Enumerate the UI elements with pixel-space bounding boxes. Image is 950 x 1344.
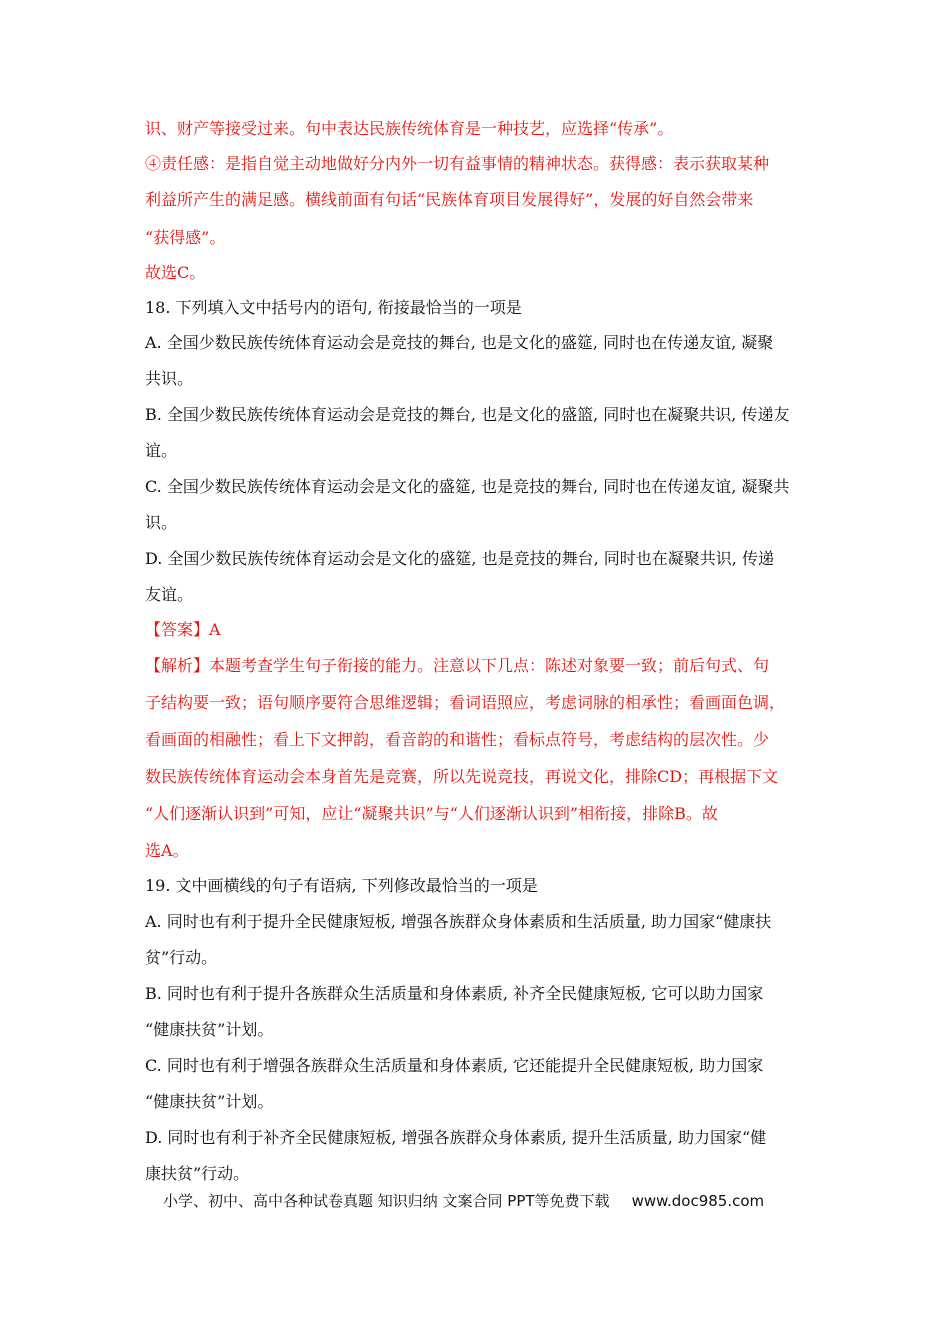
q19-option-c-cont: “健康扶贫”计划。 <box>145 1092 274 1111</box>
q18-option-b: B. 全国少数民族传统体育运动会是竞技的舞台, 也是文化的盛篮, 同时也在凝聚共识, 传递友 <box>145 405 790 424</box>
q19-option-d: D. 同时也有利于补齐全民健康短板, 增强各族群众身体素质, 提升生活质量, 助力国家“健 <box>145 1128 767 1147</box>
q18-analysis-1: 【解析】本题考查学生句子衔接的能力。注意以下几点：陈述对象要一致；前后句式、句 <box>145 656 770 675</box>
footer-url: www.doc985.com <box>631 1192 765 1210</box>
q19-option-b: B. 同时也有利于提升各族群众生活质量和身体素质, 补齐全民健康短板, 它可以助力国家 <box>145 984 764 1003</box>
footer-text: 小学、初中、高中各种试卷真题 知识归纳 文案合同 PPT等免费下载 <box>163 1192 610 1210</box>
q18-answer: 【答案】A <box>145 620 221 639</box>
analysis-line-2: ④责任感：是指自觉主动地做好分内外一切有益事情的精神状态。获得感：表示获取某种 <box>145 154 770 173</box>
q19-option-d-cont: 康扶贫”行动。 <box>145 1164 250 1183</box>
q18-option-d: D. 全国少数民族传统体育运动会是文化的盛筵, 也是竞技的舞台, 同时也在凝聚共识, 传递 <box>145 549 774 568</box>
q18-option-c-cont: 识。 <box>145 513 178 532</box>
q18-option-a-cont: 共识。 <box>145 369 194 388</box>
conclusion-line: 故选C。 <box>145 263 206 282</box>
q18-analysis-2: 子结构要一致；语句顺序要符合思维逻辑；看词语照应，考虑词脉的相承性；看画面色调， <box>145 693 786 712</box>
q18-option-a: A. 全国少数民族传统体育运动会是竞技的舞台, 也是文化的盛筵, 同时也在传递友谊, 凝聚 <box>145 333 774 352</box>
question-19: 19. 文中画横线的句子有语病, 下列修改最恰当的一项是 <box>145 876 538 895</box>
analysis-line-3: 利益所产生的满足感。横线前面有句话“民族体育项目发展得好”，发展的好自然会带来 <box>145 190 754 209</box>
q19-option-b-cont: “健康扶贫”计划。 <box>145 1020 274 1039</box>
q18-analysis-5: “人们逐渐认识到”可知，应让“凝聚共识”与“人们逐渐认识到”相衔接，排除B。故 <box>145 804 718 823</box>
question-18: 18. 下列填入文中括号内的语句, 衔接最恰当的一项是 <box>145 298 522 317</box>
q18-option-c: C. 全国少数民族传统体育运动会是文化的盛筵, 也是竞技的舞台, 同时也在传递友谊, 凝聚共 <box>145 477 790 496</box>
analysis-line-4: “获得感”。 <box>145 228 226 247</box>
q18-option-d-cont: 友谊。 <box>145 585 194 604</box>
q18-option-b-cont: 谊。 <box>145 441 178 460</box>
page-footer <box>163 1190 764 1212</box>
q19-option-c: C. 同时也有利于增强各族群众生活质量和身体素质, 它还能提升全民健康短板, 助力国家 <box>145 1056 764 1075</box>
q18-analysis-3: 看画面的相融性；看上下文押韵，看音韵的和谐性；看标点符号，考虑结构的层次性。少 <box>145 730 770 749</box>
q18-analysis-6: 选A。 <box>145 841 189 860</box>
q19-option-a: A. 同时也有利于提升全民健康短板, 增强各族群众身体素质和生活质量, 助力国家“健康扶 <box>145 912 772 931</box>
q19-option-a-cont: 贫”行动。 <box>145 948 218 967</box>
analysis-line-1: 识、财产等接受过来。句中表达民族传统体育是一种技艺，应选择“传承”。 <box>145 119 674 138</box>
q18-analysis-4: 数民族传统体育运动会本身首先是竞赛，所以先说竞技，再说文化，排除CD；再根据下文 <box>145 767 779 786</box>
